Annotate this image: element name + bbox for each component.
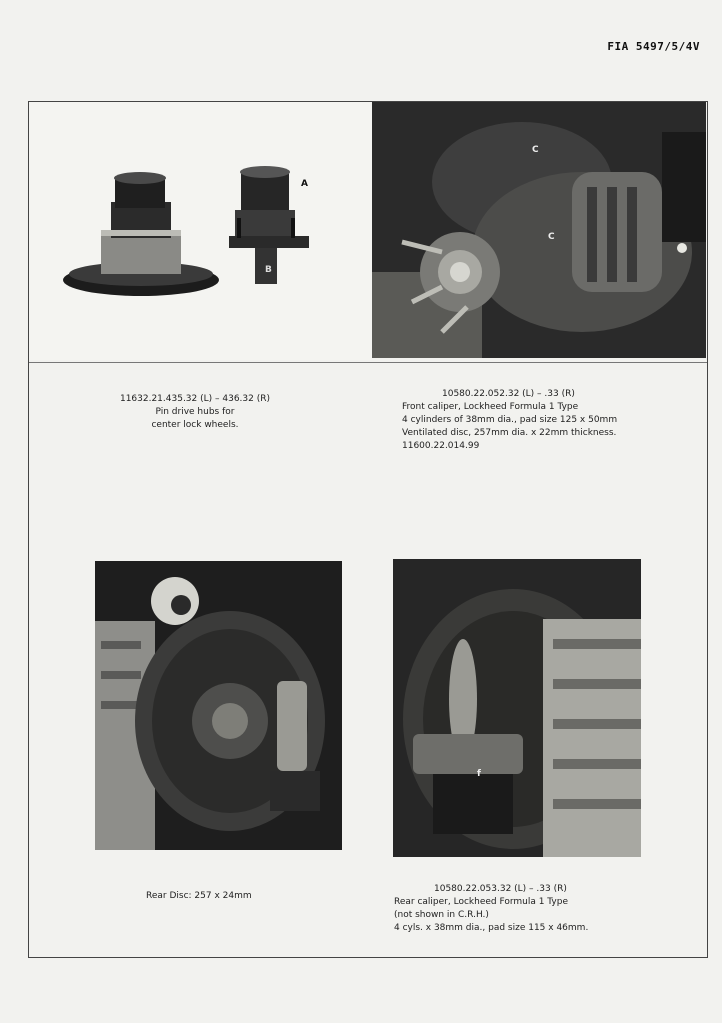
callout-c-lower: C [548, 232, 555, 242]
caption-line: 4 cylinders of 38mm dia., pad size 125 x 50mm [402, 415, 618, 425]
photo-rear-disc [95, 561, 342, 850]
caption-line: Rear caliper, Lockheed Formula 1 Type [394, 897, 568, 907]
callout-c-upper: C [532, 145, 539, 155]
photo-front-caliper [372, 102, 706, 358]
caption-line: Ventilated disc, 257mm dia. x 22mm thickness. [402, 428, 617, 438]
caption-line: Pin drive hubs for [155, 407, 235, 417]
caption-line: center lock wheels. [151, 420, 239, 430]
caption-front-hubs [80, 393, 310, 432]
callout-b: B [265, 265, 272, 275]
caption-line: 11600.22.014.99 [402, 441, 480, 451]
caption-line: Rear Disc: 257 x 24mm [146, 891, 252, 901]
caption-line: 11632.21.435.32 (L) – 436.32 (R) [119, 394, 271, 404]
caption-line: 4 cyls. x 38mm dia., pad size 115 x 46mm. [394, 923, 589, 933]
caption-rear-caliper [394, 883, 694, 935]
caption-line: Front caliper, Lockheed Formula 1 Type [402, 402, 579, 412]
document-reference: FIA 5497/5/4V [607, 40, 700, 53]
photo-front-hubs [29, 102, 372, 360]
callout-f: f [477, 769, 481, 779]
photo-rear-caliper [393, 559, 641, 857]
caption-line: 10580.22.053.32 (L) – .33 (R) [434, 884, 567, 894]
caption-rear-disc [146, 890, 346, 903]
caption-line: (not shown in C.R.H.) [394, 910, 489, 920]
divider [29, 362, 707, 363]
caption-line: 10580.22.052.32 (L) – .33 (R) [442, 389, 575, 399]
caption-front-caliper [402, 388, 702, 453]
callout-a: A [301, 179, 308, 189]
